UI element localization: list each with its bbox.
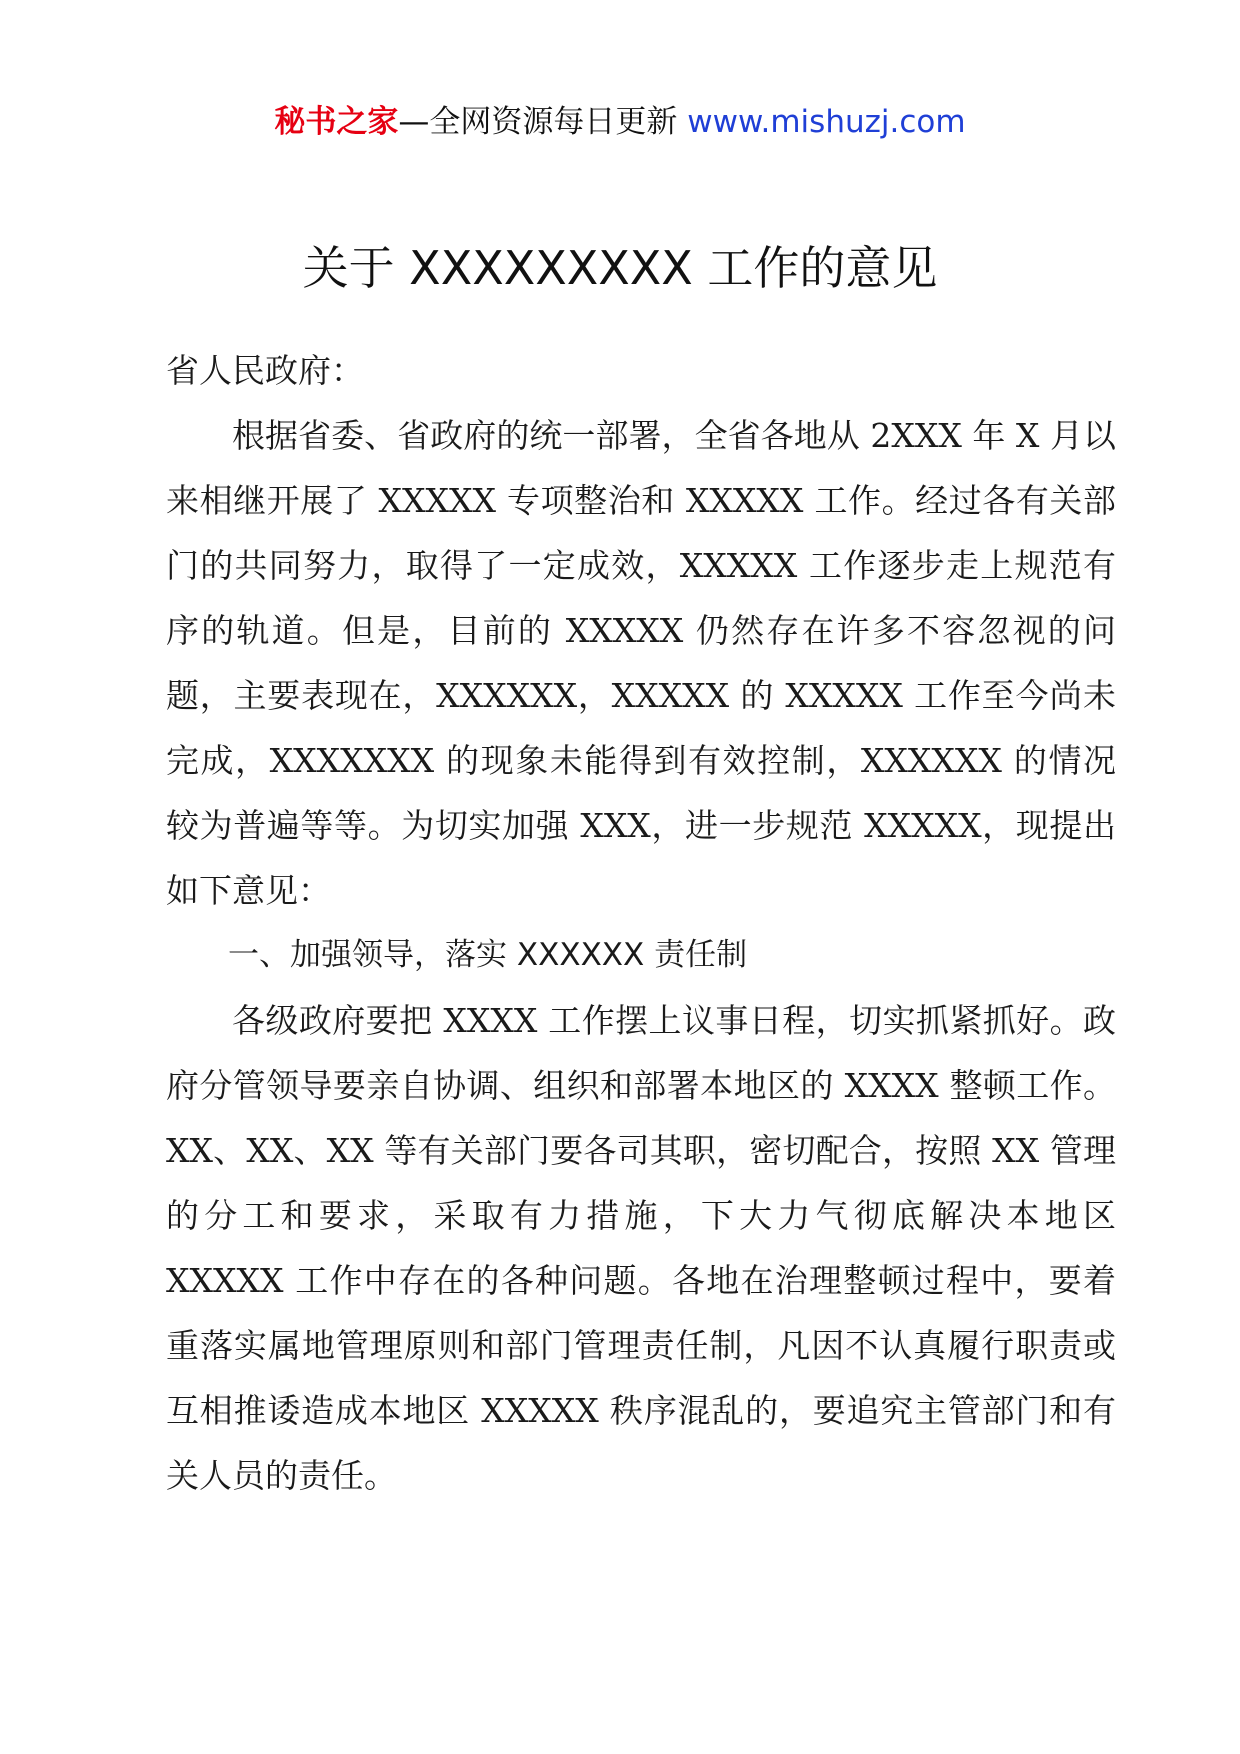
salutation: 省人民政府： bbox=[166, 351, 364, 390]
document-title: 关于 XXXXXXXXX 工作的意见 bbox=[302, 241, 938, 295]
paragraph-intro: 根据省委、省政府的统一部署，全省各地从 2XXX 年 X 月以来相继开展了 XXXXX 专项整治和 XXXXX 工作。经过各有关部门的共同努力，取得了一定成效，XXXXX 工作逐步走上规范有序的轨道。但是，目前的 XXXXX 仍然存在许多不容忽视的问题，主要表现在，XXXXXX，XXXXX 的 XXXXX 工作至今尚未完成，XXXXXXX 的现象未能得到有效控制，XXXXXX 的情况较为普遍等等。为切实加强 XXX，进一步规范 XXXXX，现提出如下意见： bbox=[166, 416, 1116, 910]
site-slogan: —全网资源每日更新 bbox=[398, 104, 678, 140]
section-heading-1: 一、加强领导，落实 XXXXXX 责任制 bbox=[228, 937, 748, 973]
site-url-link[interactable]: www.mishuzj.com bbox=[687, 104, 966, 140]
site-header bbox=[0, 100, 1240, 144]
paragraph-section-1: 各级政府要把 XXXX 工作摆上议事日程，切实抓紧抓好。政府分管领导要亲自协调、组织和部署本地区的 XXXX 整顿工作。XX、XX、XX 等有关部门要各司其职，密切配合，按照 XX 管理的分工和要求，采取有力措施，下大力气彻底解决本地区 XXXXX 工作中存在的各种问题。各地在治理整顿过程中，要着重落实属地管理原则和部门管理责任制，凡因不认真履行职责或互相推诿造成本地区 XXXXX 秩序混乱的，要追究主管部门和有关人员的责任。 bbox=[166, 1001, 1116, 1495]
brand-name: 秘书之家 bbox=[274, 104, 399, 140]
document-body bbox=[166, 338, 1116, 1508]
